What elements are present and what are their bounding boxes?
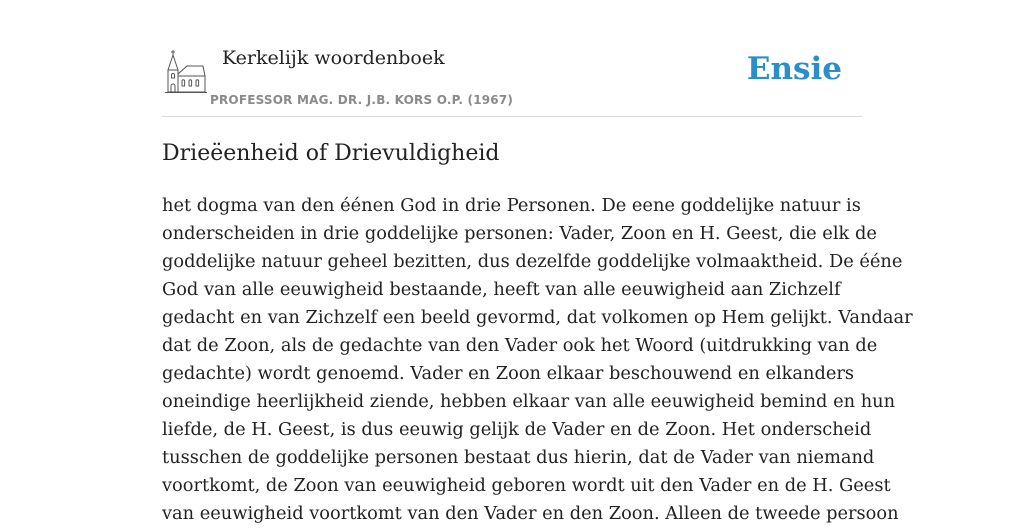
body-line: het dogma van den éénen God in drie Personen. De eene goddelijke natuur is [162,195,861,216]
body-line: liefde, de H. Geest, is dus eeuwig gelijk de Vader en de Zoon. Het onderscheid [162,419,872,440]
body-line: gedachte) wordt genoemd. Vader en Zoon elkaar beschouwend en elkanders [162,363,855,384]
entry-title: Drieëenheid of Drievuldigheid [162,141,500,166]
body-line: gedacht en van Zichzelf een beeld gevormd, dat volkomen op Hem gelijkt. Vandaar [162,307,913,328]
body-line: goddelijke natuur geheel bezitten, dus dezelfde goddelijke volmaaktheid. De ééne [162,251,903,272]
entry-body [162,192,913,528]
body-line: tusschen de goddelijke personen bestaat dus hierin, dat de Vader van niemand [162,447,875,468]
body-line: God van alle eeuwigheid bestaande, heeft van alle eeuwigheid aan Zichzelf [162,279,841,300]
brand-logo-link[interactable]: Ensie [746,51,842,87]
body-line: onderscheiden in drie goddelijke personen: Vader, Zoon en H. Geest, die elk de [162,223,877,244]
body-line: oneindige heerlijkheid ziende, hebben elkaar van alle eeuwigheid bemind en hun [162,391,896,412]
body-line: voortkomt, de Zoon van eeuwigheid geboren wordt uit den Vader en de H. Geest [162,475,891,496]
book-title[interactable]: Kerkelijk woordenboek [222,47,445,69]
site-header [162,40,862,117]
body-line: dat de Zoon, als de gedachte van den Vader ook het Woord (uitdrukking van de [162,335,878,356]
author-credit: PROFESSOR MAG. DR. J.B. KORS O.P. (1967) [210,93,514,107]
church-icon [165,48,207,94]
body-line: van eeuwigheid voortkomt van den Vader en den Zoon. Alleen de tweede persoon [162,503,899,524]
